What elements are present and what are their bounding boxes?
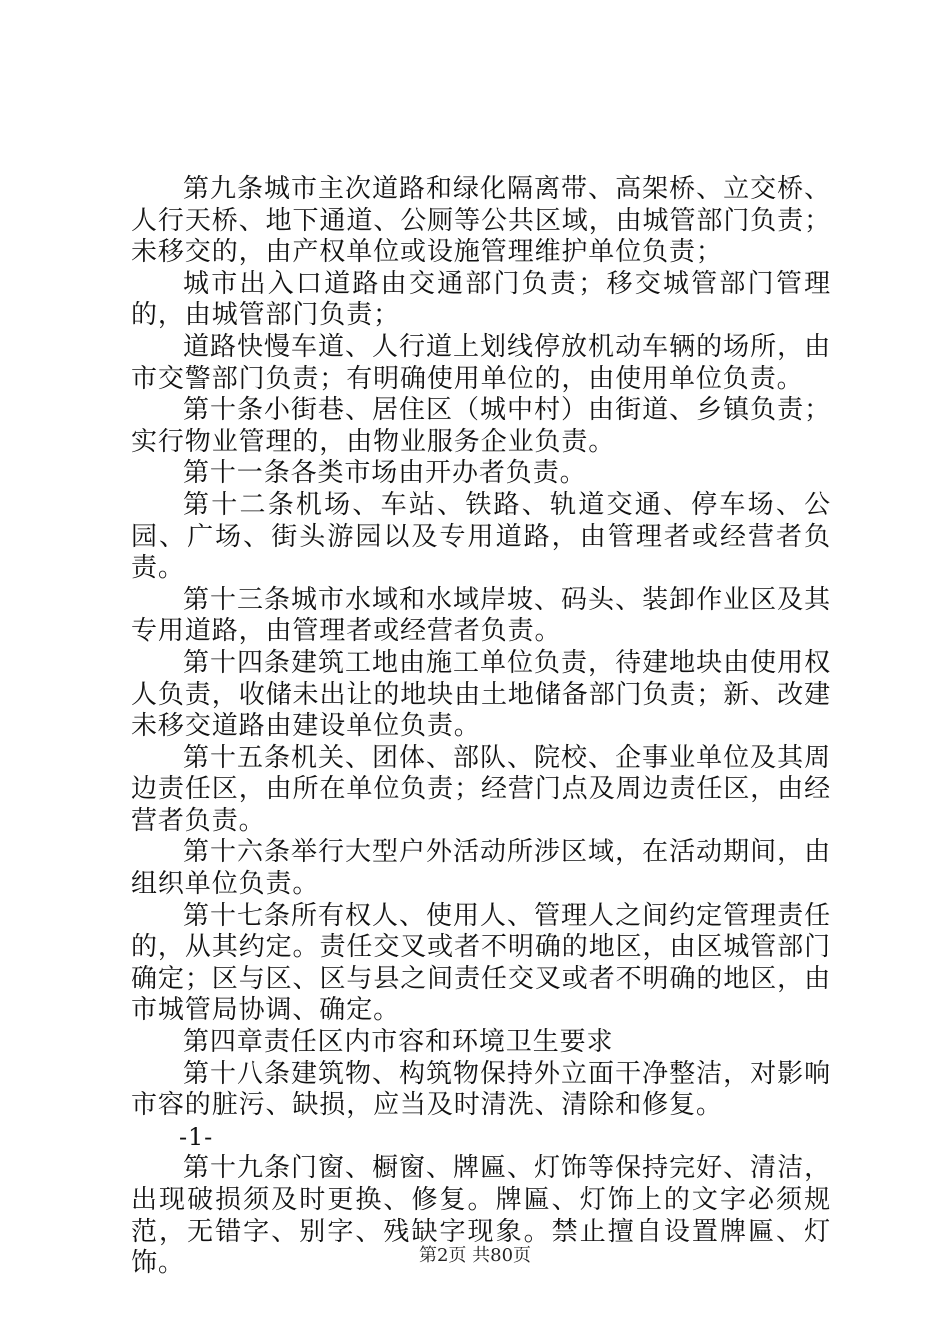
inline-page-number: -1- (179, 1122, 214, 1151)
paragraph-article-15: 第十五条机关、团体、部队、院校、企事业单位及其周边责任区，由所在单位负责；经营门点及周边责任区，由经营者负责。 (131, 742, 831, 836)
paragraph-parking-lanes: 道路快慢车道、人行道上划线停放机动车辆的场所，由市交警部门负责；有明确使用单位的，由使用单位负责。 (131, 331, 831, 394)
paragraph-article-18: 第十八条建筑物、构筑物保持外立面干净整洁，对影响市容的脏污、缺损，应当及时清洗、清除和修复。 (131, 1058, 831, 1121)
paragraph-article-14: 第十四条建筑工地由施工单位负责，待建地块由使用权人负责，收储未出让的地块由土地储备部门负责；新、改建未移交道路由建设单位负责。 (131, 647, 831, 742)
paragraph-article-9: 第九条城市主次道路和绿化隔离带、高架桥、立交桥、人行天桥、地下通道、公厕等公共区域，由城管部门负责；未移交的，由产权单位或设施管理维护单位负责； (131, 174, 831, 268)
paragraph-article-16: 第十六条举行大型户外活动所涉区域，在活动期间，由组织单位负责。 (131, 837, 831, 900)
paragraph-article-17: 第十七条所有权人、使用人、管理人之间约定管理责任的，从其约定。责任交叉或者不明确的地区，由区城管部门确定；区与区、区与县之间责任交叉或者不明确的地区，由市城管局协调、确定。 (131, 900, 831, 1026)
document-body (131, 174, 831, 1280)
paragraph-city-entrance-roads: 城市出入口道路由交通部门负责；移交城管部门管理的，由城管部门负责； (131, 268, 831, 331)
chapter-4-heading: 第四章责任区内市容和环境卫生要求 (183, 1027, 614, 1058)
paragraph-article-11: 第十一条各类市场由开办者负责。 (183, 458, 587, 489)
paragraph-article-10: 第十条小街巷、居住区（城中村）由街道、乡镇负责；实行物业管理的，由物业服务企业负责。 (131, 395, 831, 457)
page-footer: 第2页 共80页 (418, 1245, 532, 1266)
paragraph-article-19: 第十九条门窗、橱窗、牌匾、灯饰等保持完好、清洁，出现破损须及时更换、修复。牌匾、灯饰上的文字必须规范，无错字、别字、残缺字现象。禁止擅自设置牌匾、灯饰。 (131, 1153, 831, 1279)
paragraph-article-12: 第十二条机场、车站、铁路、轨道交通、停车场、公园、广场、街头游园以及专用道路，由管理者或经营者负责。 (131, 489, 831, 584)
paragraph-article-13: 第十三条城市水域和水域岸坡、码头、装卸作业区及其专用道路，由管理者或经营者负责。 (131, 584, 831, 647)
